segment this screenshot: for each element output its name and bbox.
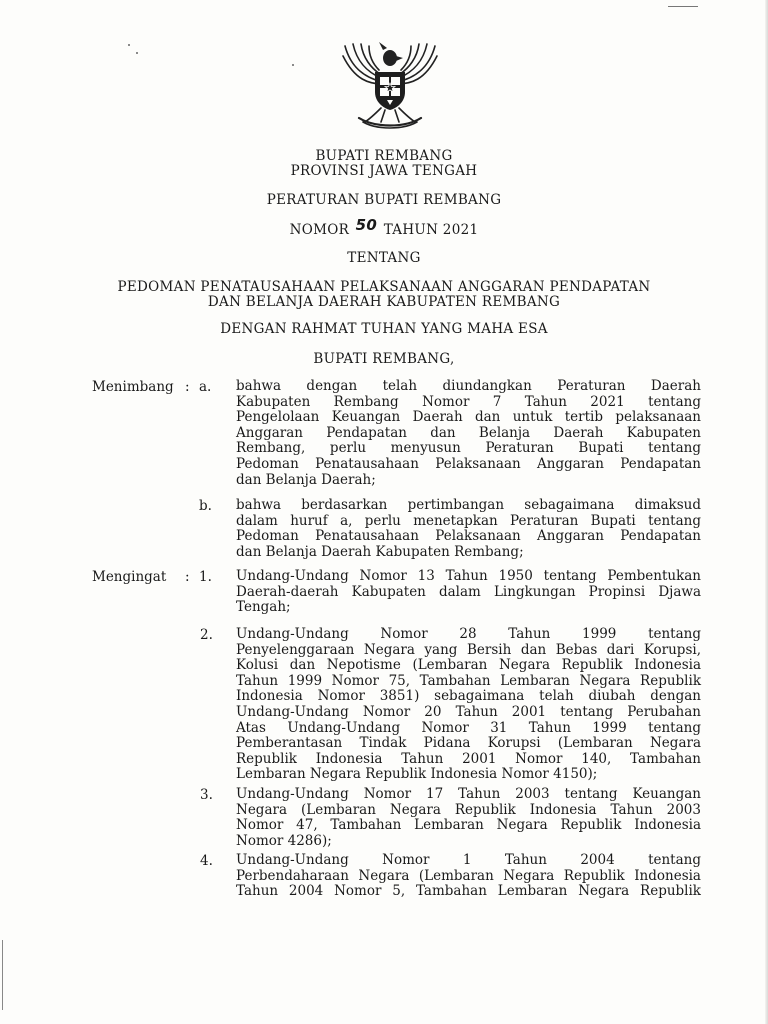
text-line: Indonesia Nomor 3851) sebagaimana telah diubah dengan	[236, 688, 701, 705]
mengingat-label: Mengingat	[92, 569, 167, 585]
menimbang-item-a-marker: a.	[199, 379, 212, 395]
scan-speck	[128, 44, 130, 46]
scan-artifact-left	[2, 940, 3, 1010]
text-line: Nomor 4286);	[236, 832, 332, 849]
regulation-type: PERATURAN BUPATI REMBANG	[266, 192, 502, 208]
text-line: Pengelolaan Keuangan Daerah dan untuk tertib pelaksanaan	[236, 409, 701, 426]
menimbang-colon: :	[185, 379, 190, 395]
text-line: dalam huruf a, perlu menetapkan Peraturan Bupati tentang	[236, 512, 701, 529]
nomor-prefix: NOMOR	[289, 222, 350, 238]
menimbang-label: Menimbang	[92, 379, 174, 395]
text-line: Undang-Undang Nomor 17 Tahun 2003 tentang Keuangan	[236, 786, 701, 802]
text-line: Tahun 2004 Nomor 5, Tambahan Lembaran Negara Republik	[236, 883, 701, 900]
text-line: Pedoman Penatausahaan Pelaksanaan Anggaran Pendapatan	[236, 528, 701, 545]
mengingat-colon: :	[185, 569, 190, 585]
text-line: Tahun 1999 Nomor 75, Tambahan Lembaran Negara Republik	[236, 672, 701, 689]
mengingat-item-2	[236, 627, 701, 783]
text-line: bahwa dengan telah diundangkan Peraturan Daerah	[236, 378, 701, 394]
text-line: Perbendaharaan Negara (Lembaran Negara Republik Indonesia	[236, 867, 701, 884]
mengingat-item-3-marker: 3.	[200, 787, 213, 803]
text-line: dan Belanja Daerah;	[236, 471, 376, 488]
text-line: dan Belanja Daerah Kabupaten Rembang;	[236, 543, 524, 560]
mengingat-item-2-marker: 2.	[200, 627, 213, 643]
tentang-heading: TENTANG	[347, 250, 421, 266]
menimbang-item-a	[236, 379, 701, 488]
text-line: Undang-Undang Nomor 20 Tahun 2001 tentang Perubahan	[236, 703, 701, 720]
menimbang-item-b	[236, 498, 701, 560]
text-line: Kabupaten Rembang Nomor 7 Tahun 2021 tentang	[236, 393, 701, 410]
mengingat-item-4-marker: 4.	[200, 853, 213, 869]
preamble: DENGAN RAHMAT TUHAN YANG MAHA ESA	[220, 321, 548, 337]
regulation-number	[0, 216, 768, 238]
text-line: bahwa berdasarkan pertimbangan sebagaimana dimaksud	[236, 497, 701, 513]
province-title: PROVINSI JAWA TENGAH	[290, 163, 478, 179]
text-line: Anggaran Pendapatan dan Belanja Daerah Kabupaten	[236, 424, 701, 441]
issuer-signature-line: BUPATI REMBANG,	[313, 351, 455, 367]
text-line: Republik Indonesia Tahun 2001 Nomor 140, Tambahan	[236, 750, 701, 767]
mengingat-item-3	[236, 787, 701, 849]
text-line: Kolusi dan Nepotisme (Lembaran Negara Republik Indonesia	[236, 657, 701, 674]
text-line: Undang-Undang Nomor 13 Tahun 1950 tentang Pembentukan	[236, 568, 701, 584]
text-line: Daerah-daerah Kabupaten dalam Lingkungan Propinsi Djawa	[236, 583, 701, 600]
text-line: Penyelenggaraan Negara yang Bersih dan Bebas dari Korupsi,	[236, 641, 701, 658]
nomor-handwritten-value: 50	[355, 216, 378, 234]
regulation-title-line-2: DAN BELANJA DAERAH KABUPATEN REMBANG	[207, 294, 561, 310]
regulation-title-line-1: PEDOMAN PENATAUSAHAAN PELAKSANAAN ANGGARAN PENDAPATAN	[117, 279, 651, 295]
text-line: Negara (Lembaran Negara Republik Indonesia Tahun 2003	[236, 801, 701, 818]
menimbang-item-b-marker: b.	[199, 498, 212, 514]
text-line: Pemberantasan Tindak Pidana Korupsi (Lembaran Negara	[236, 735, 701, 752]
garuda-emblem-icon	[335, 38, 445, 130]
text-line: Tengah;	[236, 599, 291, 616]
text-line: Undang-Undang Nomor 28 Tahun 1999 tentang	[236, 626, 701, 642]
scan-artifact-top	[668, 6, 698, 7]
issuer-title: BUPATI REMBANG	[315, 148, 453, 164]
mengingat-item-4	[236, 853, 701, 900]
mengingat-item-1-marker: 1.	[199, 569, 212, 585]
text-line: Pedoman Penatausahaan Pelaksanaan Anggaran Pendapatan	[236, 455, 701, 472]
text-line: Lembaran Negara Republik Indonesia Nomor 4150);	[236, 766, 598, 783]
scan-speck	[292, 64, 294, 66]
text-line: Rembang, perlu menyusun Peraturan Bupati tentang	[236, 440, 701, 457]
text-line: Undang-Undang Nomor 1 Tahun 2004 tentang	[236, 852, 701, 868]
nomor-suffix: TAHUN 2021	[383, 222, 479, 238]
text-line: Nomor 47, Tambahan Lembaran Negara Republik Indonesia	[236, 817, 701, 834]
scan-speck	[136, 52, 138, 54]
text-line: Atas Undang-Undang Nomor 31 Tahun 1999 tentang	[236, 719, 701, 736]
mengingat-item-1	[236, 569, 701, 616]
